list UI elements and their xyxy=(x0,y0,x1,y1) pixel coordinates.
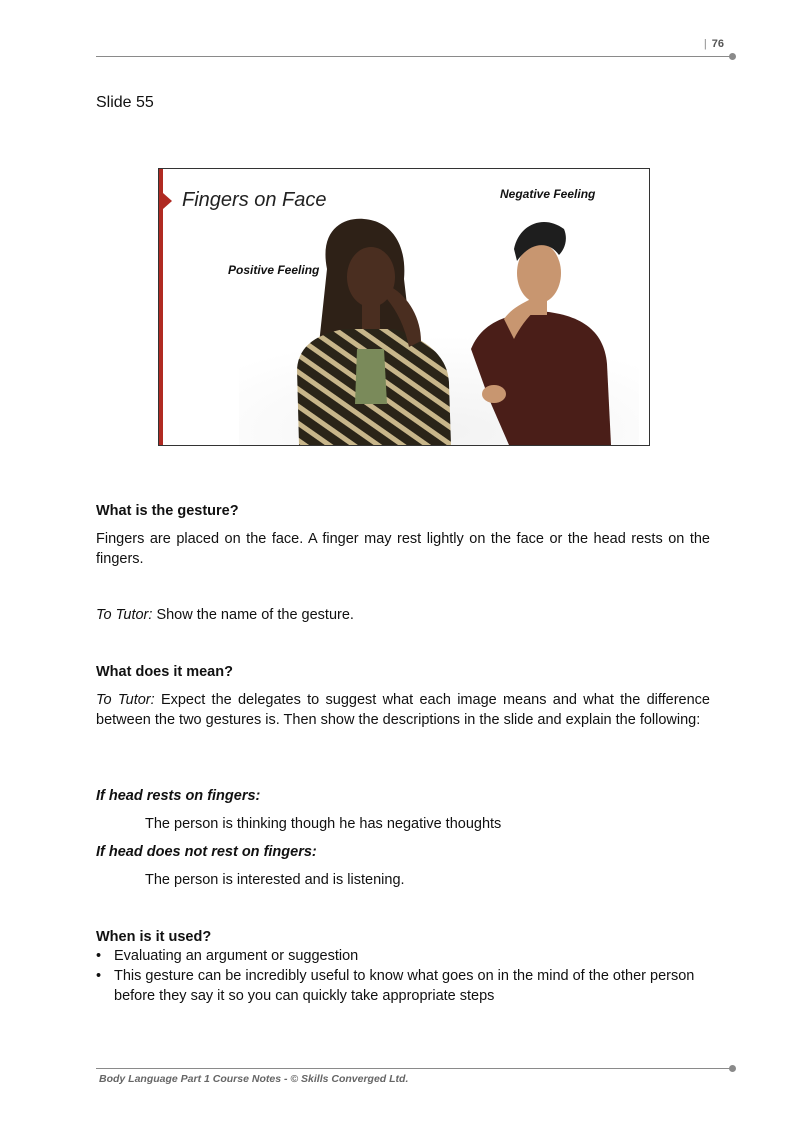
case-1-heading: If head rests on fingers: xyxy=(96,788,261,804)
tutor-text-2: Expect the delegates to suggest what each image means and what the difference between the two gestures is. Then show the descriptions in the slide and explain the following: xyxy=(96,692,710,728)
tutor-label-2: To Tutor: xyxy=(96,692,155,708)
used-heading: When is it used? xyxy=(96,929,212,945)
used-list xyxy=(96,946,696,1006)
page-number: | 76 xyxy=(703,38,724,50)
page-number-value: 76 xyxy=(711,38,724,50)
gesture-heading: What is the gesture? xyxy=(96,503,239,519)
case-1-text: The person is thinking though he has negative thoughts xyxy=(145,816,502,832)
slide-accent-bar xyxy=(159,169,163,445)
slide-title: Fingers on Face xyxy=(182,189,327,211)
header-rule xyxy=(96,56,733,57)
footer-rule-dot xyxy=(729,1065,736,1072)
negative-feeling-label: Negative Feeling xyxy=(500,187,596,201)
list-item: • Evaluating an argument or suggestion xyxy=(96,946,696,966)
gesture-text: Fingers are placed on the face. A finger may rest lightly on the face or the head rests on the fingers. xyxy=(96,531,710,567)
tutor-note-2 xyxy=(96,690,710,730)
header-rule-dot xyxy=(729,53,736,60)
slide-label: Slide 55 xyxy=(96,94,154,111)
slide-title-arrow-icon xyxy=(163,193,172,209)
tutor-label-1: To Tutor: xyxy=(96,607,153,623)
tutor-note-1 xyxy=(96,605,710,625)
tutor-text-1: Show the name of the gesture. xyxy=(152,607,354,623)
slide-image xyxy=(158,168,650,446)
list-item: • This gesture can be incredibly useful to know what goes on in the mind of the other person before they say it so you can quickly take appropriate steps xyxy=(96,966,696,1006)
meaning-heading: What does it mean? xyxy=(96,664,233,680)
footer-text: Body Language Part 1 Course Notes - © Skills Converged Ltd. xyxy=(99,1073,409,1085)
footer-rule xyxy=(96,1068,733,1069)
positive-feeling-label: Positive Feeling xyxy=(228,263,320,277)
case-2-text: The person is interested and is listening. xyxy=(145,872,405,888)
case-2-heading: If head does not rest on fingers: xyxy=(96,844,317,860)
